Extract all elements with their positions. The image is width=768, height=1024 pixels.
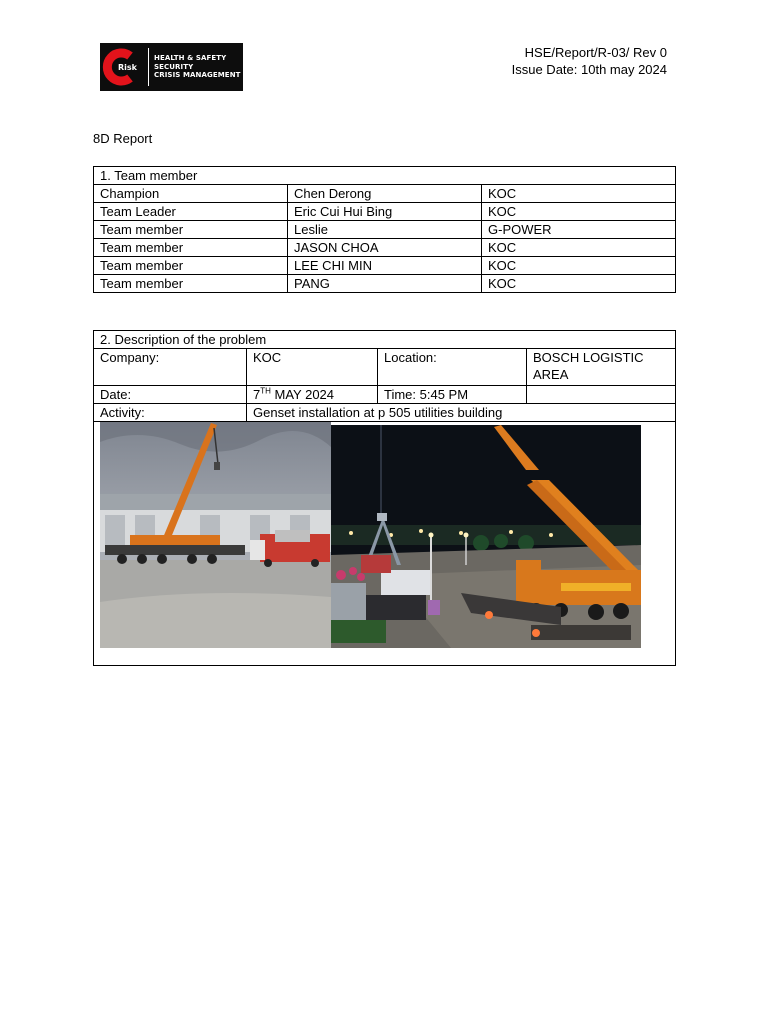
- photo-cell: [94, 422, 676, 666]
- location-label: Location:: [378, 349, 527, 386]
- team-name: JASON CHOA: [288, 239, 482, 257]
- photo-row: [94, 422, 676, 666]
- activity-value: Genset installation at p 505 utilities building: [247, 404, 676, 422]
- table-row: [94, 185, 676, 203]
- team-name: LEE CHI MIN: [288, 257, 482, 275]
- company-value: KOC: [247, 349, 378, 386]
- table-row: [94, 203, 676, 221]
- team-role: Team member: [94, 275, 288, 293]
- team-company: KOC: [482, 185, 676, 203]
- team-name: Eric Cui Hui Bing: [288, 203, 482, 221]
- logo-line-1: HEALTH & SAFETY: [154, 54, 227, 63]
- activity-label: Activity:: [94, 404, 247, 422]
- problem-heading-row: [94, 331, 676, 349]
- team-table-heading-row: [94, 167, 676, 185]
- team-name: Leslie: [288, 221, 482, 239]
- daytime-crane-photo: [100, 422, 331, 648]
- night-crane-photo: [331, 425, 641, 648]
- problem-heading: 2. Description of the problem: [94, 331, 676, 349]
- doc-reference: HSE/Report/R-03/ Rev 0: [524, 45, 667, 60]
- table-row: [94, 349, 676, 386]
- table-row: [94, 275, 676, 293]
- team-role: Team Leader: [94, 203, 288, 221]
- time-value: Time: 5:45 PM: [378, 386, 527, 404]
- team-company: KOC: [482, 203, 676, 221]
- team-role: Champion: [94, 185, 288, 203]
- location-value: BOSCH LOGISTIC AREA: [527, 349, 676, 386]
- table-row: [94, 257, 676, 275]
- date-suffix: TH: [260, 386, 271, 396]
- team-heading: 1. Team member: [94, 167, 676, 185]
- team-company: KOC: [482, 275, 676, 293]
- team-member-table: [93, 166, 676, 293]
- logo-line-3: CRISIS MANAGEMENT: [154, 71, 241, 80]
- date-value: [247, 386, 378, 404]
- date-month-year: MAY 2024: [270, 387, 335, 402]
- date-label: Date:: [94, 386, 247, 404]
- table-row: [94, 404, 676, 422]
- table-row: [94, 221, 676, 239]
- company-logo: [100, 43, 243, 91]
- document-header-info: [512, 44, 667, 78]
- empty-cell: [527, 386, 676, 404]
- team-company: G-POWER: [482, 221, 676, 239]
- date-day: 7: [253, 387, 261, 402]
- team-name: Chen Derong: [288, 185, 482, 203]
- page-title: 8D Report: [93, 131, 153, 146]
- table-row: [94, 239, 676, 257]
- logo-divider: [148, 48, 149, 86]
- issue-date: Issue Date: 10th may 2024: [511, 62, 667, 77]
- problem-description-table: [93, 330, 676, 666]
- team-company: KOC: [482, 257, 676, 275]
- logo-text: [154, 54, 241, 80]
- team-role: Team member: [94, 221, 288, 239]
- risk-logo-icon: [100, 43, 146, 91]
- team-name: PANG: [288, 275, 482, 293]
- team-role: Team member: [94, 239, 288, 257]
- company-label: Company:: [94, 349, 247, 386]
- logo-mark-text: Risk: [118, 63, 137, 72]
- logo-line-2: SECURITY: [154, 62, 194, 71]
- team-role: Team member: [94, 257, 288, 275]
- team-company: KOC: [482, 239, 676, 257]
- table-row: [94, 386, 676, 404]
